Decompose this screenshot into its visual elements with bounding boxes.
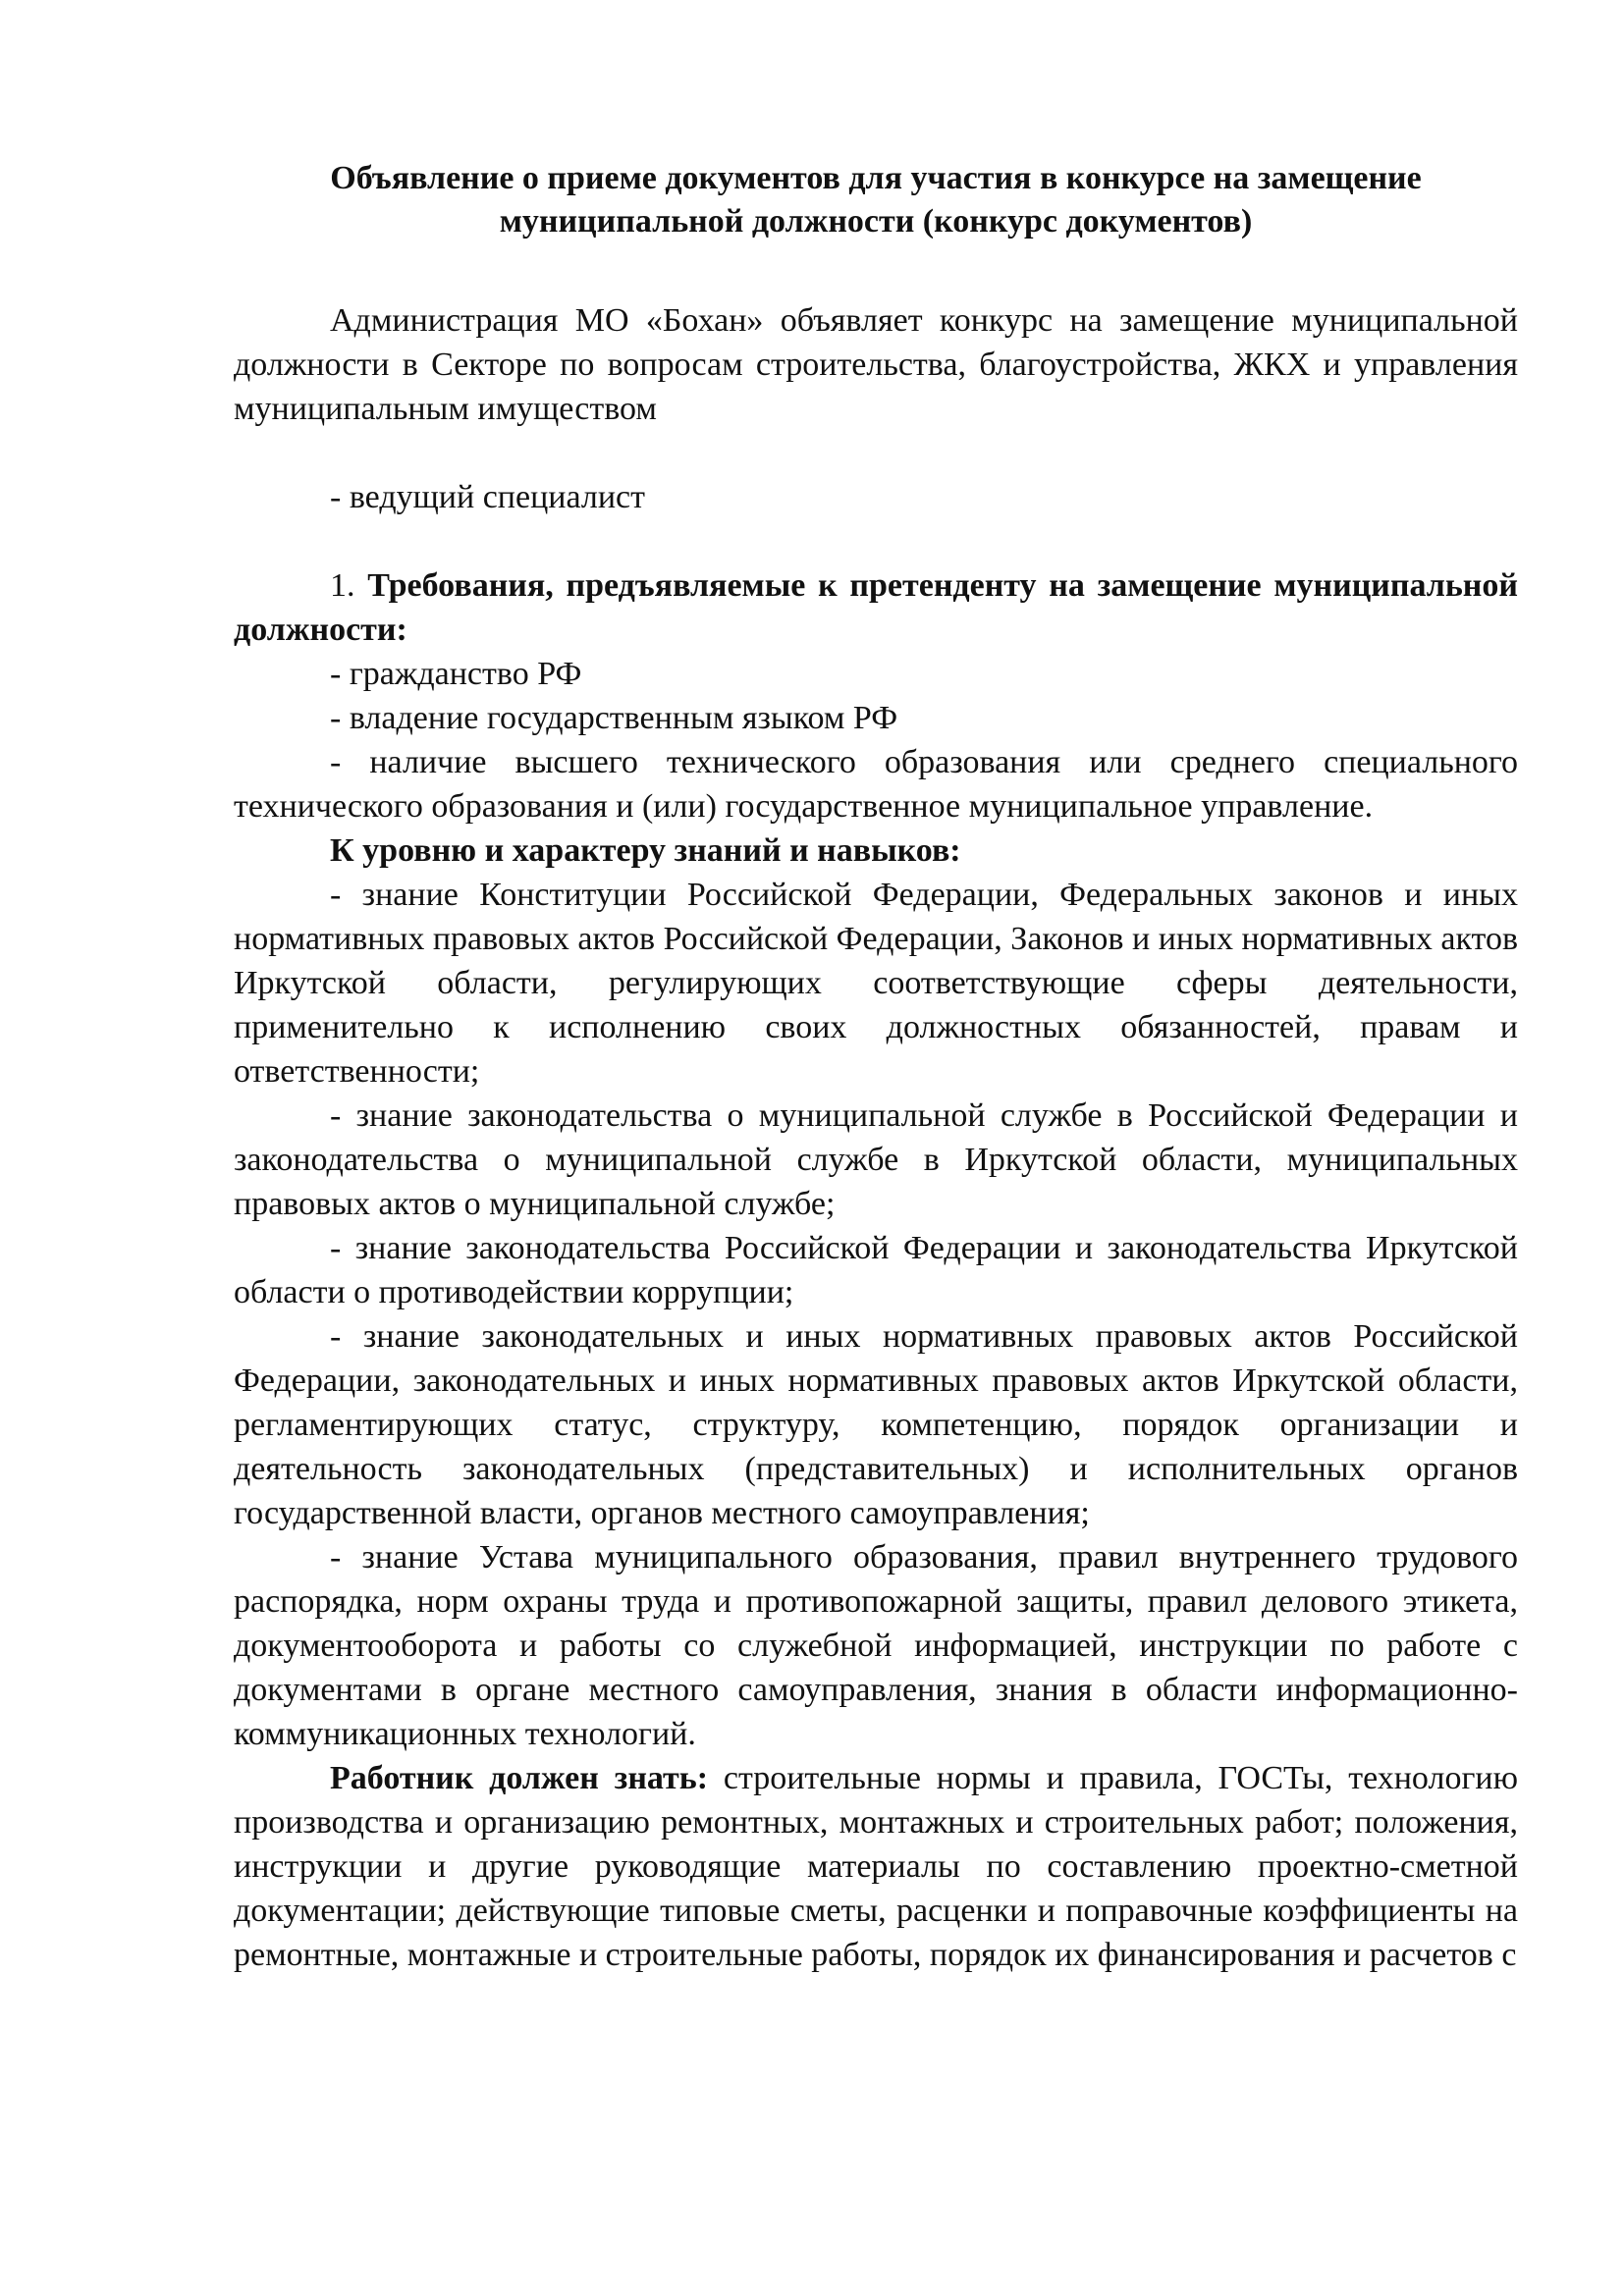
section-1-heading-paragraph bbox=[234, 563, 1518, 652]
knowledge-item: - знание законодательства о муниципальной службе в Российской Федерации и законодательства о муниципальной службе в Иркутской области, муниципальных правовых актов о муниципальной службе; bbox=[234, 1097, 1518, 1222]
knowledge-heading: К уровню и характеру знаний и навыков: bbox=[330, 832, 961, 869]
intro-paragraph: Администрация МО «Бохан» объявляет конкурс на замещение муниципальной должности в Секторе по вопросам строительства, благоустройства, ЖКХ и управления муниципальным имуществом bbox=[234, 302, 1518, 427]
document-title: Объявление о приеме документов для участия в конкурсе на замещение муниципальной должности (конкурс документов) bbox=[330, 160, 1422, 240]
knowledge-item: - знание законодательных и иных нормативных правовых актов Российской Федерации, законодательных и иных нормативных правовых актов Иркутской области, регламентирующих статус, структуру, компетенцию, порядок организации и деятельность законодательных (представительных) и исполнительных органов государственной власти, органов местного самоуправления; bbox=[234, 1318, 1518, 1531]
worker-paragraph bbox=[234, 1756, 1518, 1977]
position-line: - ведущий специалист bbox=[330, 479, 645, 515]
worker-heading: Работник должен знать: bbox=[330, 1760, 709, 1796]
knowledge-item: - знание Устава муниципального образования, правил внутреннего трудового распорядка, норм охраны труда и противопожарной защиты, правил делового этикета, документооборота и работы со служебной информацией, инструкции по работе с документами в органе местного самоуправления, знания в области информационно-коммуникационных технологий. bbox=[234, 1539, 1518, 1752]
knowledge-item: - знание законодательства Российской Федерации и законодательства Иркутской области о противодействии коррупции; bbox=[234, 1230, 1518, 1310]
section-1-heading: Требования, предъявляемые к претенденту на замещение муниципальной должности: bbox=[234, 567, 1518, 648]
worker-text: строительные нормы и правила, ГОСТы, технологию производства и организацию ремонтных, монтажных и строительных работ; положения, инструкции и другие руководящие материалы по составлению проектно-сметной документации; действующие типовые сметы, расценки и поправочные коэффициенты на ремонтные, монтажные и строительные работы, порядок их финансирования и расчетов с bbox=[234, 1760, 1518, 1973]
requirement-education: - наличие высшего технического образования или среднего специального технического образования и (или) государственное муниципальное управление. bbox=[234, 744, 1518, 825]
requirement-citizenship: - гражданство РФ bbox=[330, 656, 582, 692]
section-1-number: 1. bbox=[330, 567, 368, 604]
knowledge-item: - знание Конституции Российской Федерации, Федеральных законов и иных нормативных правовых актов Российской Федерации, Законов и иных нормативных актов Иркутской области, регулирующих соответствующие сферы деятельности, применительно к исполнению своих должностных обязанностей, правам и ответственности; bbox=[234, 877, 1518, 1090]
requirement-language: - владение государственным языком РФ bbox=[330, 700, 898, 736]
